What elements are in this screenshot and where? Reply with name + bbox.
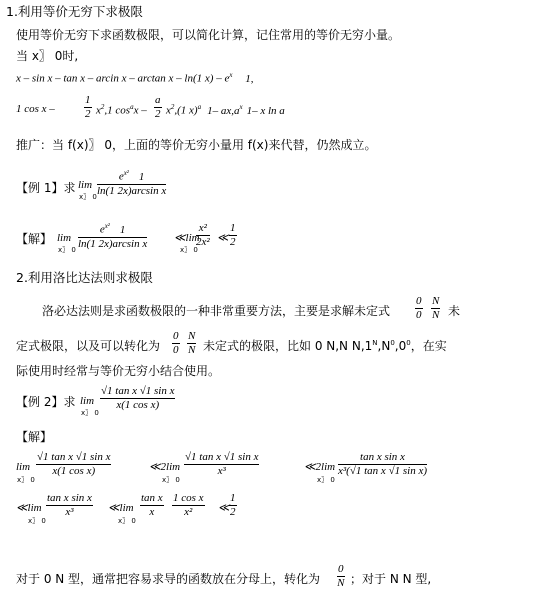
solution2-line1-fraction-3: $\frac{\text{tan x sin x}}{\text{x³(√1 tan x √1 sin x)}}$ <box>338 451 427 477</box>
solution2-line1-lim2-sub: x〗 0 <box>162 476 180 484</box>
section2-para1-end: 未 <box>448 304 461 318</box>
solution1-fraction-2: $\frac{\text{x²}}{\text{2x²}}$ <box>196 222 210 248</box>
fraction-a-half: $\frac{a}{2}$ <box>155 94 161 120</box>
solution2-line2-lim-sub: x〗 0 <box>28 517 46 525</box>
solution2-line2-eq1: ≪lim <box>108 502 134 514</box>
solution1-lim2-sub: x〗 0 <box>180 246 198 254</box>
solution1-eq2: ≪ <box>217 232 229 244</box>
equiv-line2-part3: $x^2,(1$ x)$^a$ 1– $ax,a^x$ 1– x ln a <box>166 103 285 117</box>
solution2-line1-lim3-sub: x〗 0 <box>317 476 335 484</box>
solution2-line2-eq2: ≪ <box>218 502 230 514</box>
section1-heading: 1.利用等价无穷下求极限 <box>6 4 143 19</box>
footer-fraction: $\frac{0}{N}$ <box>337 563 345 589</box>
solution2-line2-fraction-1: $\frac{\text{tan x sin x}}{\text{x³}}$ <box>47 492 92 518</box>
convertible-n-n: $\frac{N}{N}$ <box>188 330 196 356</box>
indeterminate-n-n: $\frac{N}{N}$ <box>432 295 440 321</box>
solution2-line2-fraction-3: $\frac{\text{1 cos x}}{\text{x²}}$ <box>173 492 204 518</box>
solution2-line1-lim: lim <box>16 461 31 473</box>
solution1-fraction-1: $\frac{e^{x^2} 1}{\text{ln(1 2x)arcsin x}}$ <box>78 222 148 250</box>
solution1-lim: lim <box>57 232 72 244</box>
solution1-eq1: ≪lim <box>174 232 200 244</box>
fraction-one-half: $\frac{1}{2}$ <box>85 94 91 120</box>
section2-heading: 2.利用洛比达法则求极限 <box>16 270 153 285</box>
example1-fraction: $\frac{e^{x^2} 1}{\text{ln(1 2x)arcsin x}}$ <box>97 169 167 197</box>
footer-text: 对于 0 N 型，通常把容易求导的函数放在分母上，转化为 <box>16 572 321 586</box>
example2-lim-sub: x〗 0 <box>81 409 99 417</box>
equiv-line2-part2: $x^2,1$ $\cos^ax$ – <box>96 103 147 117</box>
solution2-label: 【解】 <box>16 430 53 444</box>
solution1-lim-sub: x〗 0 <box>58 246 76 254</box>
section2-para1: 洛必达法则是求函数极限的一种非常重要方法，主要是求解未定式 <box>42 304 391 318</box>
example1-label: 【例 1】求 <box>16 181 76 195</box>
generalization-text: 推广：当 f(x)〗 0，上面的等价无穷小量用 f(x)来代替，仍然成立。 <box>16 138 377 152</box>
section1-intro: 使用等价无穷下求函数极限，可以简化计算，记住常用的等价无穷小量。 <box>16 28 401 42</box>
solution2-line2-eq0: ≪lim <box>16 502 42 514</box>
solution2-line2-lim2-sub: x〗 0 <box>118 517 136 525</box>
solution2-line1-fraction-1: $\frac{\text{√1 tan x √1 sin x}}{\text{x(1 cos x)}}$ <box>37 451 111 477</box>
indeterminate-0-0: $\frac{0}{0}$ <box>416 295 422 321</box>
equivalence-line-1: x – sin x – tan x – arcin x – arctan x – ln(1 $x) - e^x$ 1, <box>16 71 254 85</box>
condition-text: 当 x〗 0时, <box>16 49 79 63</box>
solution2-line1-lim-sub: x〗 0 <box>17 476 35 484</box>
example1-lim: lim <box>78 179 93 191</box>
section2-para3: 际使用时经常与等价无穷小结合使用。 <box>16 364 221 378</box>
section2-para2: 定式极限，以及可以转化为 <box>16 339 161 353</box>
example2-lim: lim <box>80 395 95 407</box>
equivalence-line-2: 1 cos x – <box>16 103 55 115</box>
solution2-line2-fraction-2: $\frac{\text{tan x}}{x}$ <box>141 492 163 518</box>
solution1-fraction-3: $\frac{1}{2}$ <box>230 222 236 248</box>
footer-text-end: ；对于 N N 型, <box>350 572 432 586</box>
solution1-label: 【解】 <box>16 232 53 246</box>
example1-lim-sub: x〗 0 <box>79 193 97 201</box>
solution2-line2-fraction-4: $\frac{1}{2}$ <box>230 492 236 518</box>
example2-label: 【例 2】求 <box>16 395 76 409</box>
section2-para2-end: 未定式的极限，比如 0 N,N $N,1^N,N^0,0^0$，在实 <box>203 339 447 353</box>
solution2-line1-eq1: ≪2lim <box>149 461 181 473</box>
solution2-line1-eq2: ≪2lim <box>304 461 336 473</box>
solution2-line1-fraction-2: $\frac{\text{√1 tan x √1 sin x}}{\text{x³}}$ <box>185 451 259 477</box>
example2-fraction: $\frac{\text{√1 tan x √1 sin x}}{\text{x(1 cos x)}}$ <box>101 385 175 411</box>
convertible-0-0: $\frac{0}{0}$ <box>173 330 179 356</box>
